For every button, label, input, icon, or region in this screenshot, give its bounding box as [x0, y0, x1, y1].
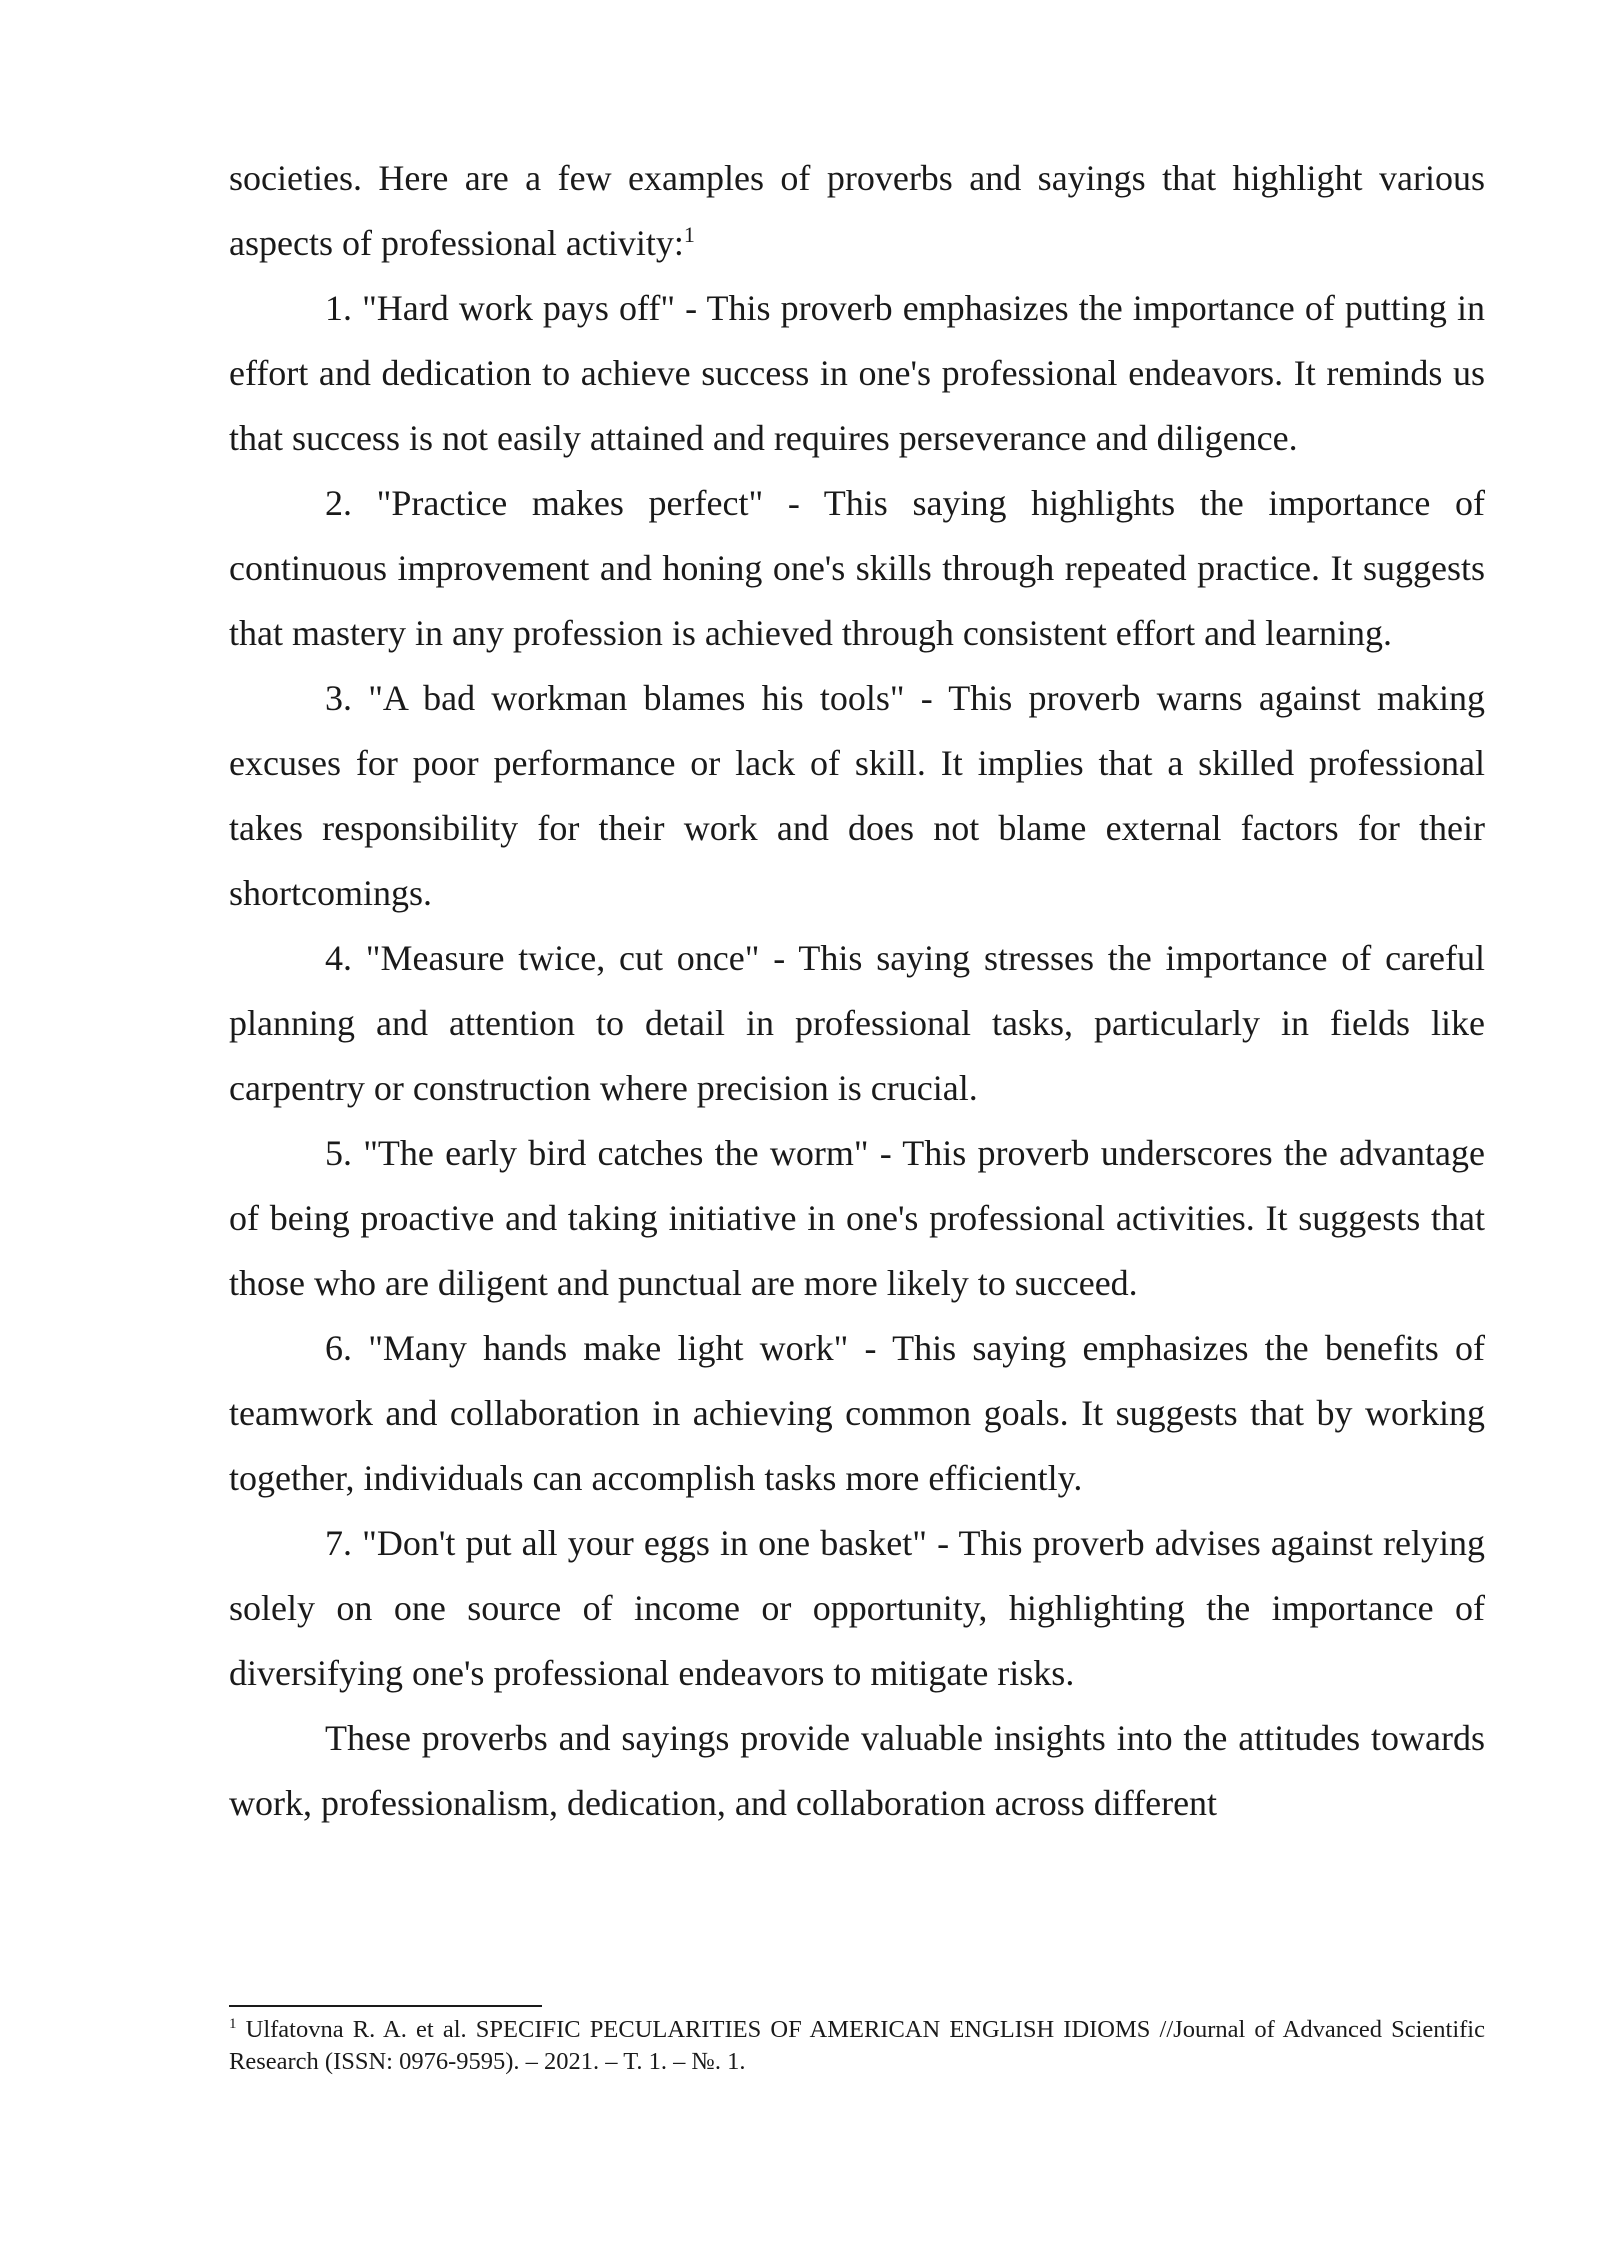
proverb-item-6: 6. "Many hands make light work" - This saying emphasizes the benefits of teamwork and collaboration in achieving common goals. It suggests that by working together, individuals can accomplish tasks more efficiently.	[229, 1328, 1485, 1498]
proverb-item-4: 4. "Measure twice, cut once" - This saying stresses the importance of careful planning and attention to detail in professional tasks, particularly in fields like carpentry or construction where precision is crucial.	[229, 938, 1485, 1108]
footnote-reference[interactable]: 1	[683, 222, 695, 247]
footnote	[229, 2014, 1485, 2078]
proverb-item-3: 3. "A bad workman blames his tools" - This proverb warns against making excuses for poor performance or lack of skill. It implies that a skilled professional takes responsibility for their work and does not blame external factors for their shortcomings.	[229, 678, 1485, 913]
proverb-item-2: 2. "Practice makes perfect" - This saying highlights the importance of continuous improvement and honing one's skills through repeated practice. It suggests that mastery in any profession is achieved through consistent effort and learning.	[229, 483, 1485, 653]
footnote-text: Ulfatovna R. A. et al. SPECIFIC PECULARITIES OF AMERICAN ENGLISH IDIOMS //Journal of Advanced Scientific Research (ISSN: 0976-9595). – 2021. – T. 1. – №. 1.	[229, 2016, 1485, 2075]
intro-paragraph	[229, 146, 1485, 276]
intro-text: societies. Here are a few examples of proverbs and sayings that highlight various aspects of professional activity:	[229, 158, 1485, 263]
proverb-item-7: 7. "Don't put all your eggs in one basket" - This proverb advises against relying solely on one source of income or opportunity, highlighting the importance of diversifying one's professional endeavors to mitigate risks.	[229, 1523, 1485, 1693]
footnote-separator	[229, 2005, 542, 2007]
document-body	[229, 146, 1485, 1836]
proverb-item-1: 1. "Hard work pays off" - This proverb emphasizes the importance of putting in effort and dedication to achieve success in one's professional endeavors. It reminds us that success is not easily attained and requires perseverance and diligence.	[229, 288, 1485, 458]
closing-paragraph: These proverbs and sayings provide valuable insights into the attitudes towards work, professionalism, dedication, and collaboration across different	[229, 1718, 1485, 1823]
footnote-number: 1	[229, 2015, 237, 2032]
proverb-item-5: 5. "The early bird catches the worm" - This proverb underscores the advantage of being proactive and taking initiative in one's professional activities. It suggests that those who are diligent and punctual are more likely to succeed.	[229, 1133, 1485, 1303]
